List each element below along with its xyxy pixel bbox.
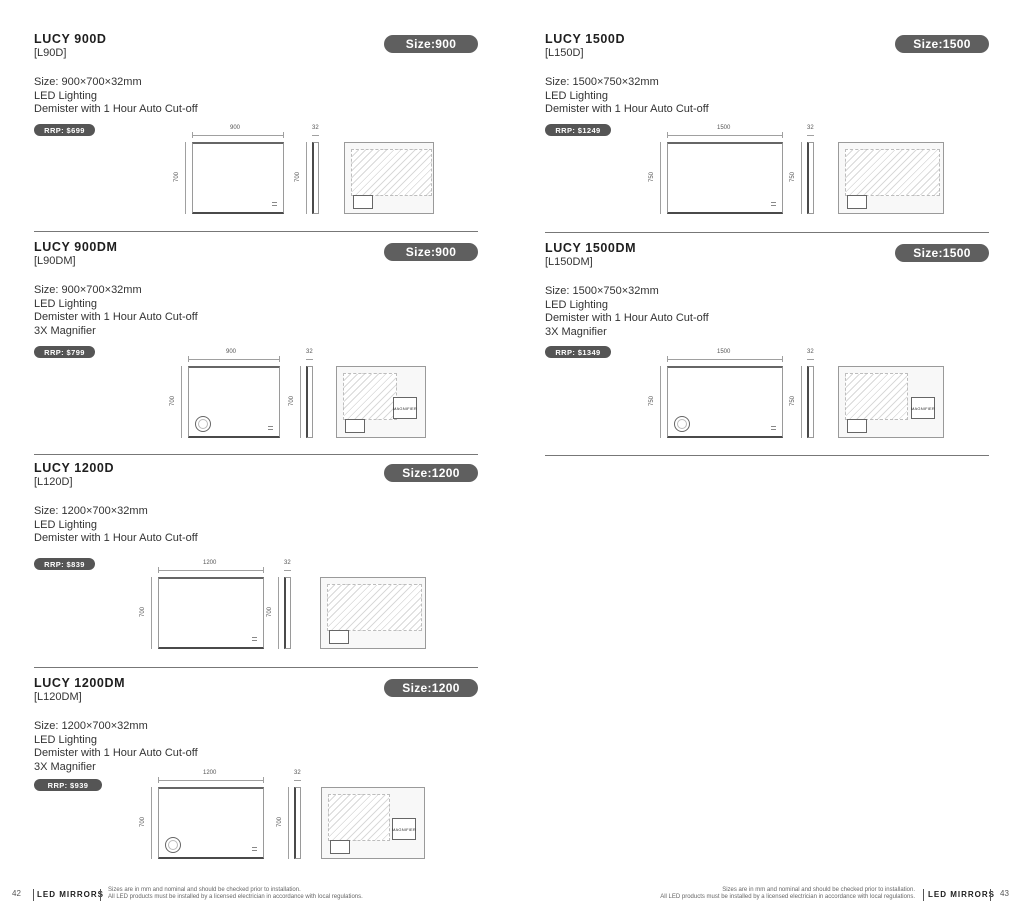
depth-dimension-label: 32 bbox=[294, 770, 301, 776]
rrp-badge: RRP: $799 bbox=[34, 346, 95, 358]
side-height-line bbox=[801, 366, 802, 438]
page-number-right: 43 bbox=[1000, 889, 1009, 898]
spec-line: Size: 1200×700×32mm bbox=[34, 505, 148, 517]
footer-note-line2: All LED products must be installed by a licensed electrician in accordance with local regulations. bbox=[108, 894, 363, 900]
depth-dimension-line bbox=[312, 135, 319, 136]
width-dimension-label: 900 bbox=[226, 349, 237, 355]
demister-pad bbox=[327, 584, 422, 631]
width-dimension-tick bbox=[263, 777, 264, 783]
demister-pad bbox=[351, 149, 432, 196]
brand-divider-left-2 bbox=[100, 889, 101, 901]
power-box bbox=[847, 419, 867, 433]
product-code: [L90D] bbox=[34, 47, 67, 59]
width-dimension-tick bbox=[782, 132, 783, 138]
depth-dimension-line bbox=[807, 359, 814, 360]
width-dimension-tick bbox=[158, 777, 159, 783]
mirror-front-view bbox=[158, 577, 264, 649]
width-dimension-tick bbox=[192, 132, 193, 138]
product-lucy-1200d bbox=[34, 461, 478, 667]
side-height-line bbox=[306, 142, 307, 214]
height-dimension-line bbox=[185, 142, 186, 214]
side-height-label: 750 bbox=[790, 395, 797, 407]
footer-note-line1: Sizes are in mm and nominal and should be checked prior to installation. bbox=[108, 887, 301, 893]
width-dimension-label: 1500 bbox=[717, 349, 731, 355]
depth-dimension-label: 32 bbox=[807, 125, 814, 131]
product-title: LUCY 900DM bbox=[34, 240, 118, 254]
height-dimension-label: 700 bbox=[140, 606, 147, 618]
magnifier-circle bbox=[674, 416, 690, 432]
rrp-badge: RRP: $839 bbox=[34, 558, 95, 570]
spec-line: Size: 1500×750×32mm bbox=[545, 76, 659, 88]
depth-dimension-label: 32 bbox=[306, 349, 313, 355]
section-divider bbox=[34, 667, 478, 668]
mirror-front-view bbox=[158, 787, 264, 859]
width-dimension-label: 1200 bbox=[203, 560, 217, 566]
rrp-badge: RRP: $1249 bbox=[545, 124, 611, 136]
side-height-line bbox=[801, 142, 802, 214]
height-dimension-label: 700 bbox=[174, 171, 181, 183]
mirror-side-view bbox=[284, 577, 291, 649]
size-badge: Size:1500 bbox=[895, 244, 989, 262]
size-badge: Size:1200 bbox=[384, 464, 478, 482]
spec-line: Demister with 1 Hour Auto Cut-off bbox=[34, 532, 198, 545]
spec-line: LED Lighting bbox=[34, 733, 97, 746]
width-dimension-tick bbox=[279, 356, 280, 362]
width-dimension-tick bbox=[263, 567, 264, 573]
spec-line: Demister with 1 Hour Auto Cut-off bbox=[34, 747, 198, 760]
product-title: LUCY 1200DM bbox=[34, 676, 126, 690]
mirror-side-view bbox=[807, 366, 814, 438]
height-dimension-line bbox=[151, 577, 152, 649]
magnifier-box: MAGNIFIER bbox=[392, 818, 416, 840]
rrp-badge: RRP: $699 bbox=[34, 124, 95, 136]
mirror-back-view bbox=[838, 142, 944, 214]
spec-line: 3X Magnifier bbox=[545, 325, 607, 338]
brand-divider-left bbox=[33, 889, 34, 901]
width-dimension-line bbox=[192, 135, 284, 136]
rrp-badge: RRP: $939 bbox=[34, 779, 102, 791]
spec-line: Demister with 1 Hour Auto Cut-off bbox=[545, 312, 709, 325]
spec-line: Size: 1200×700×32mm bbox=[34, 720, 148, 732]
footer-note-line1: Sizes are in mm and nominal and should be checked prior to installation. bbox=[722, 887, 915, 893]
product-code: [L120DM] bbox=[34, 691, 82, 703]
touch-switch-icon bbox=[268, 426, 273, 430]
spec-list bbox=[34, 76, 198, 117]
mirror-side-view bbox=[294, 787, 301, 859]
mirror-side-view bbox=[312, 142, 319, 214]
power-box bbox=[345, 419, 365, 433]
width-dimension-tick bbox=[667, 132, 668, 138]
spec-line: LED Lighting bbox=[34, 297, 97, 310]
side-height-line bbox=[278, 577, 279, 649]
spec-line: Size: 900×700×32mm bbox=[34, 76, 142, 88]
product-code: [L120D] bbox=[34, 476, 73, 488]
spec-list bbox=[545, 285, 709, 339]
section-divider bbox=[34, 231, 478, 232]
mirror-front-view bbox=[192, 142, 284, 214]
mirror-side-view bbox=[807, 142, 814, 214]
product-title: LUCY 900D bbox=[34, 32, 107, 46]
spec-line: Demister with 1 Hour Auto Cut-off bbox=[34, 311, 198, 324]
width-dimension-tick bbox=[283, 132, 284, 138]
spec-line: LED Lighting bbox=[34, 518, 97, 531]
height-dimension-line bbox=[660, 142, 661, 214]
height-dimension-label: 750 bbox=[649, 171, 656, 183]
product-code: [L150DM] bbox=[545, 256, 593, 268]
width-dimension-label: 900 bbox=[230, 125, 241, 131]
mirror-front-view bbox=[188, 366, 280, 438]
width-dimension-line bbox=[667, 359, 783, 360]
depth-dimension-label: 32 bbox=[312, 125, 319, 131]
size-badge: Size:900 bbox=[384, 243, 478, 261]
spec-line: Demister with 1 Hour Auto Cut-off bbox=[545, 103, 709, 116]
spec-list bbox=[34, 505, 198, 546]
height-dimension-line bbox=[151, 787, 152, 859]
product-lucy-900d bbox=[34, 32, 478, 232]
width-dimension-tick bbox=[158, 567, 159, 573]
magnifier-box: MAGNIFIER bbox=[393, 397, 417, 419]
size-badge: Size:900 bbox=[384, 35, 478, 53]
footer-note-right bbox=[660, 887, 915, 901]
width-dimension-tick bbox=[782, 356, 783, 362]
mirror-back-view bbox=[321, 787, 425, 859]
side-height-label: 700 bbox=[289, 395, 296, 407]
size-badge: Size:1500 bbox=[895, 35, 989, 53]
size-badge: Size:1200 bbox=[384, 679, 478, 697]
width-dimension-line bbox=[667, 135, 783, 136]
spec-list bbox=[34, 284, 198, 338]
product-code: [L90DM] bbox=[34, 255, 76, 267]
section-brand-right: LED MIRRORS bbox=[928, 890, 995, 899]
spec-line: LED Lighting bbox=[545, 89, 608, 102]
side-height-label: 750 bbox=[790, 171, 797, 183]
product-lucy-1500dm bbox=[545, 241, 989, 456]
footer-note-line2: All LED products must be installed by a licensed electrician in accordance with local regulations. bbox=[660, 894, 915, 900]
demister-pad bbox=[343, 373, 397, 420]
brand-divider-right bbox=[923, 889, 924, 901]
magnifier-circle bbox=[165, 837, 181, 853]
footer-note-left bbox=[108, 887, 363, 901]
width-dimension-line bbox=[158, 780, 264, 781]
spec-list bbox=[34, 720, 198, 774]
width-dimension-tick bbox=[667, 356, 668, 362]
demister-pad bbox=[845, 373, 908, 420]
depth-dimension-line bbox=[306, 359, 313, 360]
brand-divider-right-2 bbox=[990, 889, 991, 901]
section-divider bbox=[545, 232, 989, 233]
mirror-back-view bbox=[320, 577, 426, 649]
width-dimension-label: 1500 bbox=[717, 125, 731, 131]
width-dimension-tick bbox=[188, 356, 189, 362]
power-box bbox=[330, 840, 350, 854]
spec-line: Size: 900×700×32mm bbox=[34, 284, 142, 296]
magnifier-circle bbox=[195, 416, 211, 432]
height-dimension-label: 700 bbox=[170, 395, 177, 407]
spec-line: 3X Magnifier bbox=[34, 760, 96, 773]
product-title: LUCY 1200D bbox=[34, 461, 115, 475]
touch-switch-icon bbox=[272, 202, 277, 206]
depth-dimension-label: 32 bbox=[807, 349, 814, 355]
width-dimension-label: 1200 bbox=[203, 770, 217, 776]
demister-pad bbox=[328, 794, 390, 841]
product-lucy-1500d bbox=[545, 32, 989, 233]
mirror-front-view bbox=[667, 366, 783, 438]
spec-list bbox=[545, 76, 709, 117]
mirror-front-view bbox=[667, 142, 783, 214]
demister-pad bbox=[845, 149, 940, 196]
page-number-left: 42 bbox=[12, 889, 21, 898]
side-height-label: 700 bbox=[267, 606, 274, 618]
height-dimension-line bbox=[660, 366, 661, 438]
magnifier-box: MAGNIFIER bbox=[911, 397, 935, 419]
touch-switch-icon bbox=[771, 202, 776, 206]
spec-line: LED Lighting bbox=[34, 89, 97, 102]
mirror-back-view bbox=[838, 366, 944, 438]
width-dimension-line bbox=[188, 359, 280, 360]
side-height-line bbox=[288, 787, 289, 859]
spec-line: Size: 1500×750×32mm bbox=[545, 285, 659, 297]
side-height-label: 700 bbox=[277, 816, 284, 828]
product-title: LUCY 1500D bbox=[545, 32, 626, 46]
power-box bbox=[353, 195, 373, 209]
depth-dimension-line bbox=[284, 570, 291, 571]
depth-dimension-line bbox=[807, 135, 814, 136]
product-lucy-1200dm bbox=[34, 676, 478, 868]
width-dimension-line bbox=[158, 570, 264, 571]
height-dimension-line bbox=[181, 366, 182, 438]
spec-line: LED Lighting bbox=[545, 298, 608, 311]
spec-line: 3X Magnifier bbox=[34, 324, 96, 337]
touch-switch-icon bbox=[771, 426, 776, 430]
section-divider bbox=[34, 454, 478, 455]
depth-dimension-line bbox=[294, 780, 301, 781]
product-lucy-900dm bbox=[34, 240, 478, 455]
height-dimension-label: 750 bbox=[649, 395, 656, 407]
depth-dimension-label: 32 bbox=[284, 560, 291, 566]
section-divider bbox=[545, 455, 989, 456]
side-height-label: 700 bbox=[295, 171, 302, 183]
mirror-side-view bbox=[306, 366, 313, 438]
mirror-back-view bbox=[344, 142, 434, 214]
power-box bbox=[329, 630, 349, 644]
section-brand-left: LED MIRRORS bbox=[37, 890, 104, 899]
spec-line: Demister with 1 Hour Auto Cut-off bbox=[34, 103, 198, 116]
rrp-badge: RRP: $1349 bbox=[545, 346, 611, 358]
power-box bbox=[847, 195, 867, 209]
product-title: LUCY 1500DM bbox=[545, 241, 637, 255]
height-dimension-label: 700 bbox=[140, 816, 147, 828]
mirror-back-view bbox=[336, 366, 426, 438]
touch-switch-icon bbox=[252, 637, 257, 641]
touch-switch-icon bbox=[252, 847, 257, 851]
product-code: [L150D] bbox=[545, 47, 584, 59]
side-height-line bbox=[300, 366, 301, 438]
